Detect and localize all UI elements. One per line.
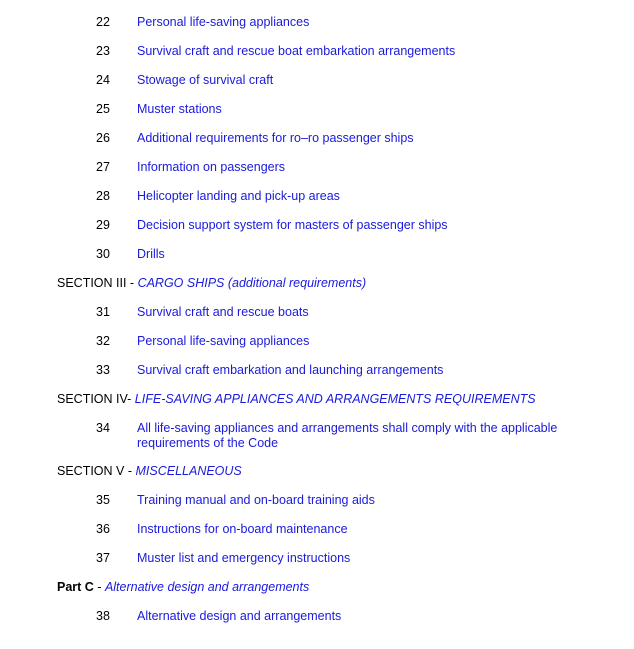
entry-number: 32 [96, 334, 110, 348]
entry-link[interactable]: Alternative design and arrangements [137, 609, 342, 623]
entry-number: 25 [96, 102, 110, 116]
entry-number: 22 [96, 15, 110, 29]
section-label [57, 392, 536, 407]
part-separator: - [93, 580, 105, 594]
entry-link[interactable]: Survival craft and rescue boat embarkation arrangements [137, 44, 456, 58]
entry-link[interactable]: Instructions for on-board maintenance [137, 522, 348, 536]
entry-number: 28 [96, 189, 110, 203]
entry-link[interactable]: Survival craft and rescue boats [137, 305, 309, 319]
section-title-link[interactable]: LIFE-SAVING APPLIANCES AND ARRANGEMENTS REQUIREMENTS [134, 392, 536, 406]
section-label [57, 276, 366, 291]
entry-link[interactable]: Survival craft embarkation and launching arrangements [137, 363, 444, 377]
entry-link-line2: requirements of the Code [137, 436, 279, 450]
entry-link[interactable]: Helicopter landing and pick-up areas [137, 189, 340, 203]
entry-number: 24 [96, 73, 110, 87]
entry-number: 26 [96, 131, 110, 145]
entry-link[interactable]: Stowage of survival craft [137, 73, 274, 87]
part-prefix: Part C [57, 580, 94, 594]
entry-number: 30 [96, 247, 110, 261]
entry-number: 27 [96, 160, 110, 174]
entry-link-line1: All life-saving appliances and arrangements shall comply with the applicable [137, 421, 558, 435]
entry-number: 35 [96, 493, 110, 507]
entry-number: 37 [96, 551, 110, 565]
section-prefix: SECTION V - [57, 464, 136, 478]
entry-number: 29 [96, 218, 110, 232]
section-title-link[interactable]: CARGO SHIPS (additional requirements) [137, 276, 367, 290]
entry-link[interactable] [137, 421, 577, 451]
entry-link[interactable]: Muster stations [137, 102, 222, 116]
entry-link[interactable]: Drills [137, 247, 165, 261]
entry-link[interactable]: Muster list and emergency instructions [137, 551, 351, 565]
section-title-link[interactable]: MISCELLANEOUS [135, 464, 242, 478]
entry-number: 34 [96, 421, 110, 435]
section-label [57, 464, 242, 479]
entry-number: 36 [96, 522, 110, 536]
entry-number: 33 [96, 363, 110, 377]
part-label [57, 580, 309, 595]
section-prefix: SECTION III - [57, 276, 138, 290]
entry-number: 38 [96, 609, 110, 623]
entry-number: 31 [96, 305, 110, 319]
part-title-link[interactable]: Alternative design and arrangements [104, 580, 310, 594]
entry-link[interactable]: Information on passengers [137, 160, 286, 174]
entry-link[interactable]: Training manual and on-board training aids [137, 493, 375, 507]
entry-link[interactable]: Additional requirements for ro–ro passenger ships [137, 131, 414, 145]
section-prefix: SECTION IV- [57, 392, 135, 406]
entry-link[interactable]: Personal life-saving appliances [137, 15, 310, 29]
entry-link[interactable]: Decision support system for masters of passenger ships [137, 218, 448, 232]
entry-number: 23 [96, 44, 110, 58]
entry-link[interactable]: Personal life-saving appliances [137, 334, 310, 348]
